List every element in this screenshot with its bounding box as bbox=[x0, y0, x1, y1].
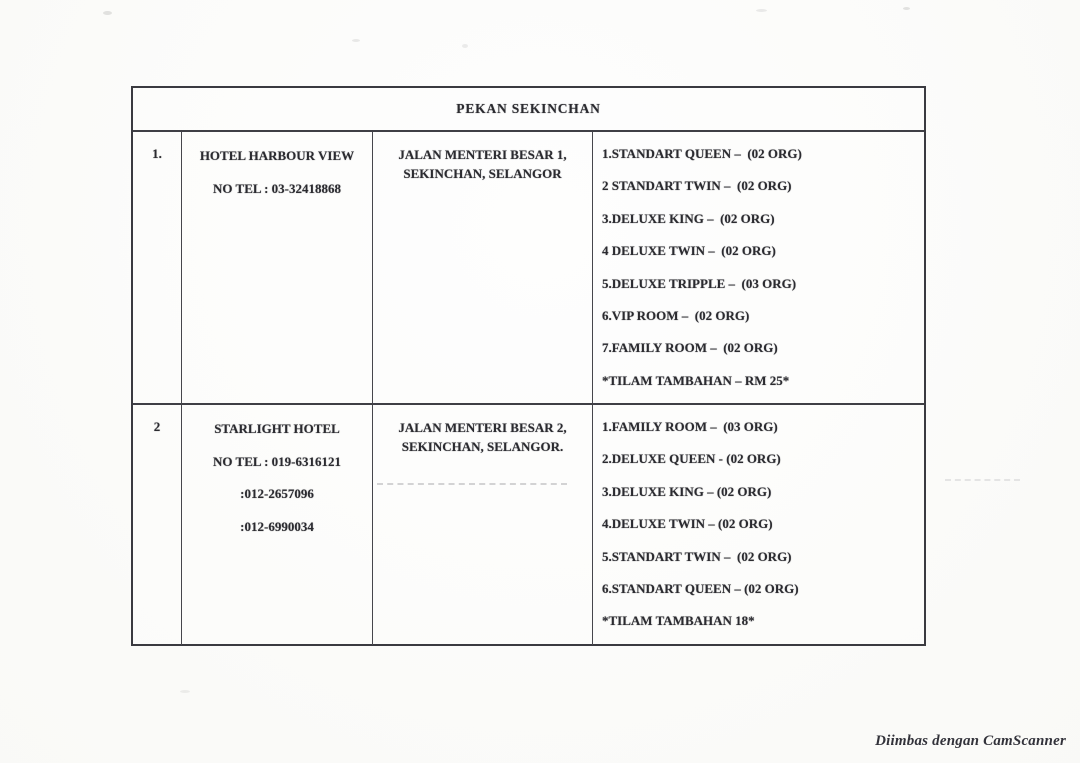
row-2-address-cell bbox=[373, 405, 593, 645]
row-2-hotel-cell bbox=[182, 405, 373, 645]
room-line: 6.STANDART QUEEN – (02 ORG) bbox=[602, 581, 799, 597]
row-number: 2 bbox=[153, 419, 161, 434]
address-line: SEKINCHAN, SELANGOR. bbox=[401, 438, 564, 454]
table-body bbox=[133, 132, 924, 645]
camscanner-watermark: Diimbas dengan CamScanner bbox=[875, 733, 1066, 749]
address-line: JALAN MENTERI BESAR 2, bbox=[398, 420, 567, 435]
scan-speck bbox=[462, 44, 468, 48]
row-2-rooms-cell bbox=[593, 405, 924, 645]
hotel-phone: :012-2657096 bbox=[240, 486, 314, 501]
row-1-rooms-cell bbox=[593, 132, 924, 405]
hotel-phone: :012-6990034 bbox=[240, 518, 314, 534]
row-1-number-cell bbox=[133, 132, 182, 405]
room-line: 4 DELUXE TWIN – (02 ORG) bbox=[602, 243, 776, 259]
hotel-name: STARLIGHT HOTEL bbox=[214, 421, 340, 436]
row-number: 1. bbox=[152, 146, 162, 161]
scan-artifact-line bbox=[945, 479, 1020, 481]
scan-speck bbox=[180, 690, 190, 693]
address-line: SEKINCHAN, SELANGOR bbox=[403, 165, 562, 181]
room-line: 7.FAMILY ROOM – (02 ORG) bbox=[602, 340, 778, 356]
row-2-number-cell bbox=[133, 405, 182, 645]
scan-speck bbox=[756, 9, 767, 12]
hotel-phone: NO TEL : 03-32418868 bbox=[213, 180, 341, 196]
hotel-table bbox=[131, 86, 926, 646]
note-line: *TILAM TAMBAHAN 18* bbox=[602, 613, 755, 629]
room-line: 2.DELUXE QUEEN - (02 ORG) bbox=[602, 451, 781, 467]
room-line: 1.FAMILY ROOM – (03 ORG) bbox=[602, 419, 778, 434]
scan-artifact-line bbox=[377, 483, 567, 485]
room-line: 6.VIP ROOM – (02 ORG) bbox=[602, 308, 750, 324]
hotel-name: HOTEL HARBOUR VIEW bbox=[199, 148, 355, 163]
room-line: 1.STANDART QUEEN – (02 ORG) bbox=[602, 146, 802, 161]
room-line: 2 STANDART TWIN – (02 ORG) bbox=[602, 178, 792, 194]
row-1-hotel-cell bbox=[182, 132, 373, 405]
room-line: 5.DELUXE TRIPPLE – (03 ORG) bbox=[602, 275, 797, 291]
row-1-address-cell bbox=[373, 132, 593, 405]
note-line: *TILAM TAMBAHAN – RM 25* bbox=[602, 372, 790, 388]
room-line: 5.STANDART TWIN – (02 ORG) bbox=[602, 548, 792, 564]
scan-speck bbox=[103, 11, 112, 15]
room-line: 4.DELUXE TWIN – (02 ORG) bbox=[602, 516, 773, 532]
hotel-phone: NO TEL : 019-6316121 bbox=[213, 453, 341, 469]
table-title: PEKAN SEKINCHAN bbox=[133, 88, 924, 132]
room-line: 3.DELUXE KING – (02 ORG) bbox=[602, 210, 775, 226]
address-line: JALAN MENTERI BESAR 1, bbox=[398, 147, 567, 162]
scan-speck bbox=[903, 7, 910, 10]
scan-speck bbox=[352, 39, 360, 42]
room-line: 3.DELUXE KING – (02 ORG) bbox=[602, 483, 772, 499]
